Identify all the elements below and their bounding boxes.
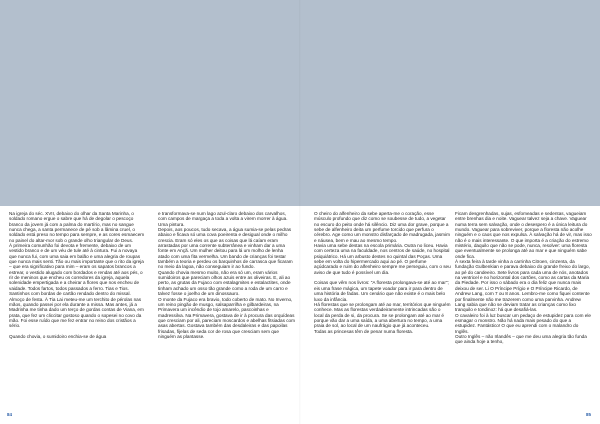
page-number-left: 84: [7, 412, 13, 417]
text-column-4: Ficam desgrenhadas, sujas, esfomeadas e sedentas, vagueiam entre brenhas dia e noite. Vaguear talvez seja a chave. Vaguear numa terra sem salvação, onde o desespero é a única leitura do mundo. Vaguear para sobreviver, porque a floresta não acolhe ninguém e o caos que nos expulsa. À salvação há de vir, mas isso não é o mais interessante. O que importa é a criação do estremo mistério, daquilo que não se pode, nunca, resolver: uma floresta que eventualmente se prolonga até ao mar e que ninguém sabe onde fica. À sexta feira à tarde vinha a carrinha Citroen, cinzenta, da fundação Gulbenkian e parava debaixo do grande freixo do largo, ao pé do candeeiro. Sete livros para cada uma de nós, anotados na ventricel e no horizontal dos cartões, como as cartas da Maria da Piedade. Por isso o sábado era o dia feliz que nunca mais deixou de ser. Li O Príncipe Prígio e O Príncipe Ricardo, de Andrew Lang, com 7 ou 8 anos. Lembro-me como fiquei contente por finalmente não me trazerem como uma parvinha. Andrew Lang sabia que não se deviam tratar as crianças como lixo tranquilo e tondinoz: há que desafiá-las. O cavaleiro foi à luz buscar um pedaço de estupidez para com ele esmagar o monstro. Não há nada mais pesado do que a estupidez. Fantástico! O que eu aprendi com o malandro do Inglês. Outro Inglês – não Irlandês – que me deu uma alegria tão funda que ainda hoje a tenho,: [455, 211, 592, 345]
text-column-3: O cheiro do alfenheiro da sebe aperta-me o coração, esse músculo profundo que diz como se soubesse de tudo, a vegetar no escuro do peito onde há silêncio. Diz uma dor grave, porque a sebe de alfenheiro deita um perfume torcido que perfura o cérebro. Age como um monstro disfarçado de madrugada, jasmim e náusea, bem e mau ao mesmo tempo. Havia uma sebe destas na escola primária. Outra no liceu. Havia com certeza uma na faculdade, nos centros de saúde, no hospital psiquiátrico. Há um arbusto destes no quintal das Poças. Uma sebe em volta do hipermercado aqui ao pé. O perfume açúdcarado e ruim do alfenheiro sempre me perseguiu, com o seu aviso de que tudo é possível um dia. Coisas que vêm nos livros: "A floresta prolongava-se até ao mar"; eis uma frase mágica, um tapete voador para ir para dentro de uma história de fadas. Um cenário que não existe é o mais belo luxo da infância. Há florestas que se prolongam até ao mar, territórios que ninguém conhece. Mas as florestas verdadeiramente intrincadas são o local da perda de si, da procura. Se se prolongam até ao mar é porque vão dar a uma saída, a uma abertura no tempo, a uma praia de sol, ao local de um naufrágio que já aconteceu. Todas as princesas têm de penar numa floresta.: [314, 211, 451, 334]
text-column-2: e transformava-se num lago azul-claro debaixo dos carvalhos, com campos de margaça a toda a volta a virem morrer à água. Uma pintura. Depois, aos poucos, tudo secava, a água sumia-se pelas pedras abaixo e ficava só uma cova poeirenta e desigual onde o milho crescia. Eram só eles os que as coisas que lá caíam eram arrastadas por uma corrente subterrânea e vinham dar a uma fonte em Ançã. Um mulher deitou para lá um molho de lenha atado com uma fita vermelha. Um bando de crianças foi testar também a teoria e perdeu os barquinhos de carrasca que ficaram no meio da lagoa, não conseguiam ir ao fundo. Quando chovia mesmo muito, não era só um, eram vários sumidoiros que pareciam olhos azuis entre as oliveiras. E, ali ao perto, as grutas da Fujaco com estalagmites e estalactites, onde tinham achado um osso tão grande como a roda de um carro e talvez fosse o joelho de um dinossauro. O monte da Fujaco era bravio, todo coberto de mato. No Inverno, um reino pingão de musgo, salsaparrilha e gilbardeiras, na Primavera um incêndio de tojo amarelo, pascoinhas e madressilva. Na Primavera, gostava de ir à procura das orquídeas que cresciam por ali, pareciam moscardos e abelhas fitsiadas com asas abertas. Gostava também das desdaleiras e das papoilas frisadas, fijelas de seda cor de rosa que cresciam sem que ninguém as plantasse.: [158, 211, 295, 339]
page-gutter: [299, 0, 301, 424]
text-column-1: Na igreja do séc. XVII, debaixo do olhar da Santa Marinha, o soldado romano ergue o sabre que há de degolar o pescoço branco da jovem já com a palma do martírio, mas no sangue nunca chega, a santa permanece de pé sob a lâmina cruel, o soldado está preso no tempo para sempre, e as cores esmaecem no painel do altar-mor sob o grande olho triangular de Deus. À primeira comunhão foi devota e fremente, debaixo de um vestido branco e de um véu de tule até à cintura. Fui a novaya que nunca fui, com uma saia em balão e uma alegria de roupas que nunca mais senti. Tão ou mais importante que o rito da igreja – que era significativo para mim – eram os sapatos brancos a estrear, o vestido alugado com bordados e rendas até aos pés, o rir de meninos que encheu os corredores da igreja, aquela solenidade empertigada e a cheirar a flores que nos encheu de vaidade. Todos fartos, todos passados a ferro. Tias e Tios. Santinhos com bordas de cartão rendado dentro do missal. Almoço de festa. À Tia Lai meteu-me um terchito de pérolas nas mãos, quando passei por ela durante a missa. Mas antes, já a Madrinha me tinha dado um terço de gordas contas de Viana, em prata, que fez um cliccitar gostoso quando o sopesei no covo da mão. Foi esse ruído que me fez entrar no reino dos cristãos a sério. Quando chovia, o sumidoiro enchia-se de água: [9, 211, 145, 339]
page-number-right: 85: [586, 412, 592, 417]
